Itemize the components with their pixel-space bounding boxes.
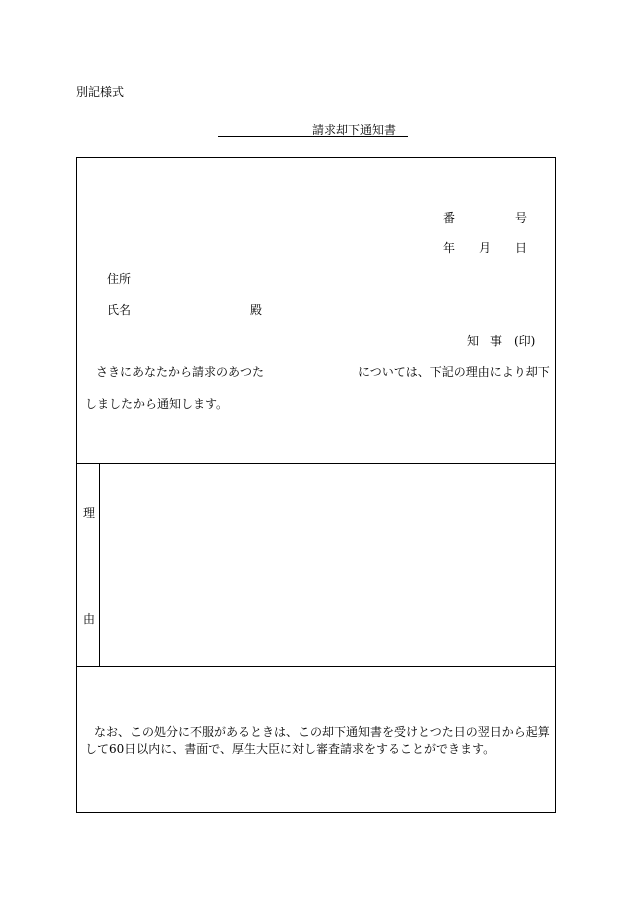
title-underline xyxy=(218,136,408,137)
form-label: 別記様式 xyxy=(76,85,125,99)
section-divider-reason xyxy=(76,463,556,464)
reason-label-top: 理 xyxy=(83,506,96,520)
notice-text-line-2: して60日以内に、書面で、厚生大臣に対し審査請求をすることができます。 xyxy=(85,742,496,756)
body-text-line-2: しましたから通知します。 xyxy=(85,397,229,411)
governor-label: 知 xyxy=(467,334,480,348)
date-day-label: 日 xyxy=(515,241,528,255)
seal-mark: (印) xyxy=(514,334,536,348)
notice-text-line-1: なお、この処分に不服があるときは、この却下通知書を受けとつた日の翌日から起算 xyxy=(94,725,550,739)
address-label: 住所 xyxy=(107,272,132,286)
document-title: 請求却下通知書 xyxy=(312,123,397,137)
governor-label-2: 事 xyxy=(490,334,503,348)
number-label-suffix: 号 xyxy=(515,211,528,225)
name-label: 氏名 xyxy=(107,303,132,317)
section-divider-notice xyxy=(76,666,556,667)
form-box xyxy=(76,157,556,813)
reason-label-bottom: 由 xyxy=(83,612,96,626)
body-text-line-1-continued: については、下記の理由により却下 xyxy=(358,365,550,379)
honorific-label: 殿 xyxy=(250,303,263,317)
reason-column-divider xyxy=(99,463,100,666)
date-year-label: 年 xyxy=(443,241,456,255)
number-label: 番 xyxy=(443,211,456,225)
body-text-line-1: さきにあなたから請求のあつた xyxy=(96,365,265,379)
date-month-label: 月 xyxy=(479,241,492,255)
